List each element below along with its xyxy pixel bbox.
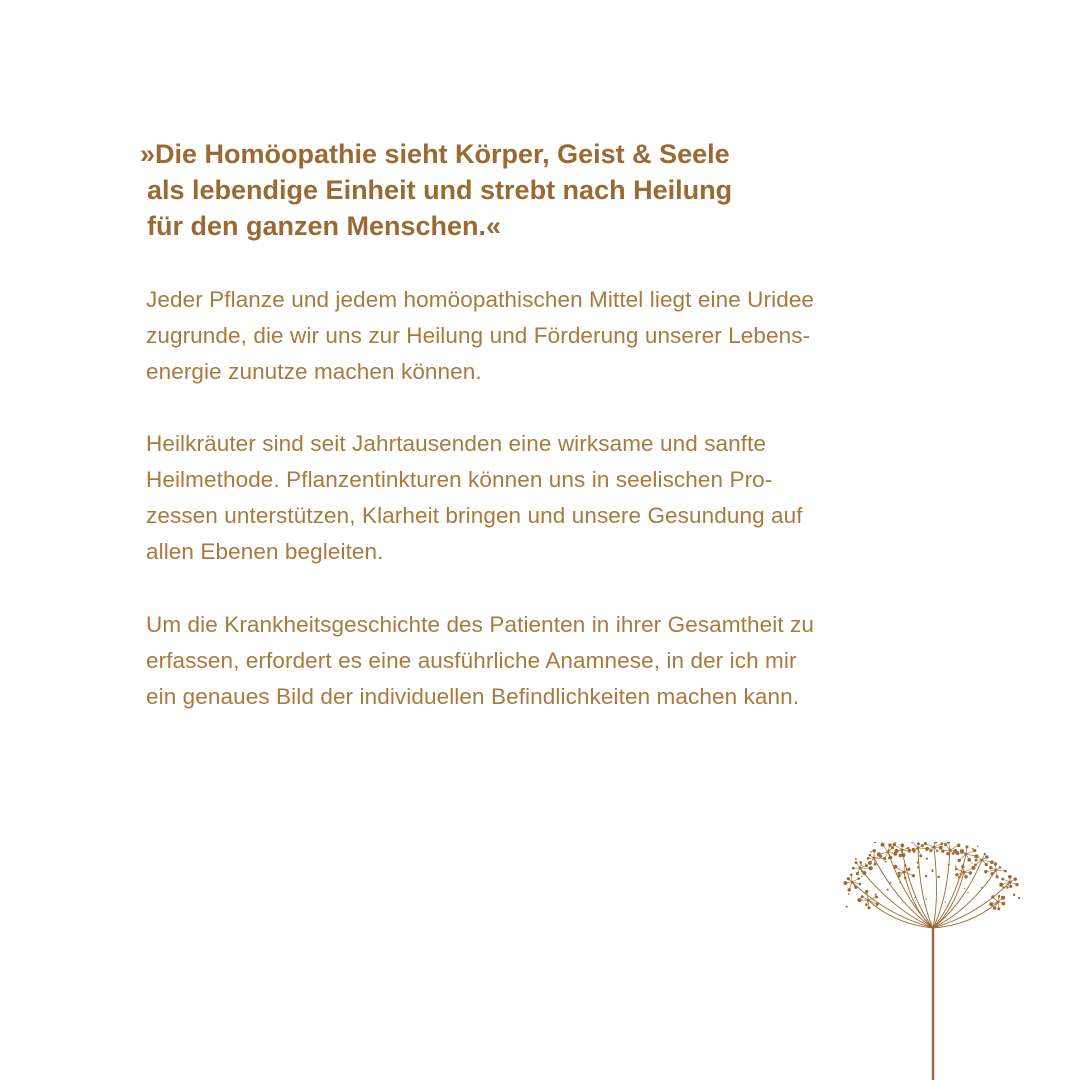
quote-line: als lebendige Einheit und strebt nach Heilung (147, 175, 733, 205)
quote-line: für den ganzen Menschen.« (147, 211, 502, 241)
paragraph-line: zessen unterstützen, Klarheit bringen und unsere Gesundung auf (146, 503, 803, 528)
quote-block (140, 136, 860, 244)
paragraph-line: Heilkräuter sind seit Jahrtausenden eine wirksame und sanfte (146, 431, 767, 456)
paragraph-anamnese (146, 607, 946, 715)
paragraph-line: allen Ebenen begleiten. (146, 539, 384, 564)
quote-line: »Die Homöopathie sieht Körper, Geist & Seele (140, 139, 730, 169)
paragraph-line: Jeder Pflanze und jedem homöopathischen Mittel liegt eine Uridee (146, 287, 815, 312)
paragraph-heilkraeuter (146, 426, 946, 570)
paragraph-line: erfassen, erfordert es eine ausführliche Anamnese, in der ich mir (146, 648, 797, 673)
paragraph-line: Heilmethode. Pflanzentinkturen können uns in seelischen Pro- (146, 467, 773, 492)
paragraph-line: Um die Krankheitsgeschichte des Patienten in ihrer Gesamtheit zu (146, 612, 814, 637)
paragraph-line: ein genaues Bild der individuellen Befindlichkeiten machen kann. (146, 684, 800, 709)
umbellifer-plant-icon (838, 842, 1028, 1080)
paragraph-line: energie zunutze machen können. (146, 359, 482, 384)
paragraph-uridee (146, 282, 946, 390)
paragraph-line: zugrunde, die wir uns zur Heilung und Förderung unserer Lebens- (146, 323, 811, 348)
